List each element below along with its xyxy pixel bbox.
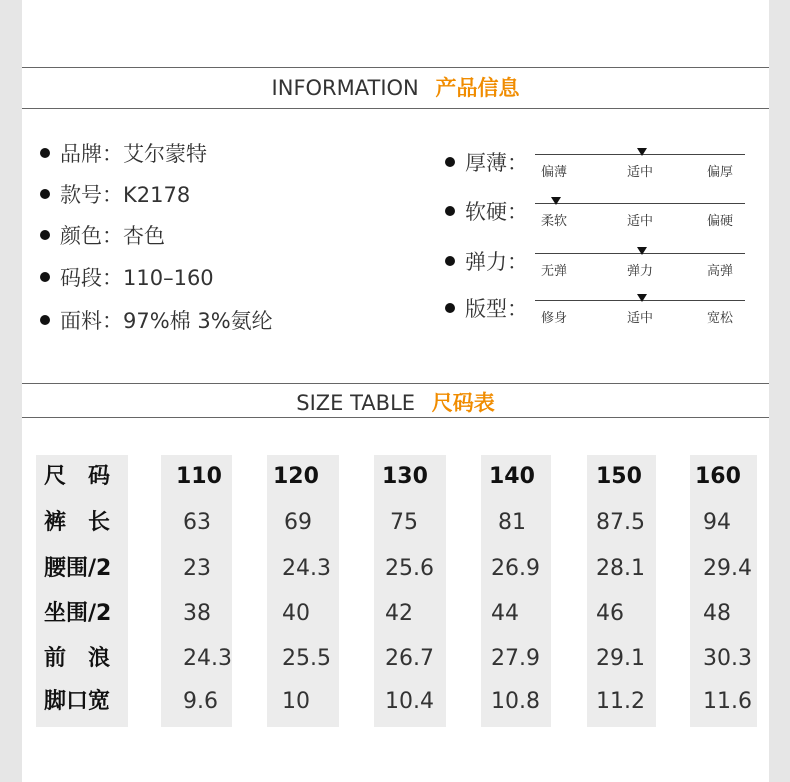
scale-tick-label: 修身 (541, 311, 568, 326)
information-title-en: INFORMATION (271, 76, 419, 100)
scale-marker-icon (637, 247, 647, 255)
scale-tick-label: 弹力 (627, 264, 654, 279)
scale-label (445, 150, 528, 176)
scale-tick-label: 高弹 (707, 264, 734, 279)
table-cell: 24.3 (282, 556, 331, 581)
table-column-bg (267, 455, 339, 727)
table-cell: 94 (703, 510, 731, 535)
scale-label-text: 厚薄： (465, 151, 528, 175)
bullet-icon (40, 315, 50, 325)
information-title (22, 75, 769, 101)
divider-size-top (22, 383, 769, 384)
scale-line (535, 203, 745, 204)
table-row-label: 坐围/2 (44, 601, 112, 626)
table-cell: 40 (282, 601, 310, 626)
table-cell: 24.3 (183, 646, 232, 671)
info-text: 面料：97%棉 3%氨纶 (60, 309, 273, 333)
table-cell: 28.1 (596, 556, 645, 581)
information-title-cn: 产品信息 (435, 76, 520, 100)
scale-label (445, 296, 528, 322)
scale-line (535, 154, 745, 155)
table-cell: 9.6 (183, 689, 218, 714)
scale-tick-label: 偏硬 (707, 214, 734, 229)
table-cell: 46 (596, 601, 624, 626)
table-row-label: 前 浪 (44, 646, 111, 671)
info-item (40, 182, 190, 208)
info-text: 码段：110–160 (60, 266, 214, 290)
table-cell: 10 (282, 689, 310, 714)
table-cell: 26.7 (385, 646, 434, 671)
bullet-icon (40, 148, 50, 158)
info-item (40, 223, 165, 249)
divider-info (22, 108, 769, 109)
info-text: 颜色：杏色 (60, 224, 165, 248)
table-column-bg (587, 455, 656, 727)
table-size-header: 110 (176, 464, 222, 489)
info-item (40, 265, 214, 291)
scale-row (445, 199, 755, 239)
table-cell: 38 (183, 601, 211, 626)
table-cell: 26.9 (491, 556, 540, 581)
table-row-label: 尺 码 (44, 464, 111, 489)
table-cell: 87.5 (596, 510, 645, 535)
divider-size (22, 417, 769, 418)
table-cell: 69 (284, 510, 312, 535)
table-cell: 63 (183, 510, 211, 535)
table-cell: 10.8 (491, 689, 540, 714)
table-cell: 11.6 (703, 689, 752, 714)
table-cell: 10.4 (385, 689, 434, 714)
scale-label-text: 版型： (465, 297, 528, 321)
scale-marker-icon (551, 197, 561, 205)
info-text: 款号：K2178 (60, 183, 191, 207)
table-column-bg (374, 455, 446, 727)
table-cell: 30.3 (703, 646, 752, 671)
bullet-icon (445, 303, 455, 313)
scale-row (445, 296, 755, 336)
table-size-header: 150 (596, 464, 642, 489)
scale-marker-icon (637, 294, 647, 302)
table-cell: 23 (183, 556, 211, 581)
scale-label (445, 199, 528, 225)
scale-tick-label: 偏薄 (541, 165, 568, 180)
size-table-title (22, 390, 769, 416)
table-cell: 29.1 (596, 646, 645, 671)
scale-tick-label: 柔软 (541, 214, 568, 229)
divider-top (22, 67, 769, 68)
scale-label-text: 弹力： (465, 250, 528, 274)
scale-row (445, 249, 755, 289)
table-row-label: 腰围/2 (44, 556, 112, 581)
table-column-bg (36, 455, 128, 727)
table-size-header: 140 (489, 464, 535, 489)
scale-tick-label: 适中 (627, 165, 654, 180)
bullet-icon (445, 206, 455, 216)
scale-marker-icon (637, 148, 647, 156)
scale-tick-label: 适中 (627, 311, 654, 326)
scale-label-text: 软硬： (465, 200, 528, 224)
table-size-header: 120 (273, 464, 319, 489)
table-size-header: 160 (695, 464, 741, 489)
table-cell: 27.9 (491, 646, 540, 671)
table-cell: 75 (390, 510, 418, 535)
scale-line (535, 300, 745, 301)
scale-tick-label: 无弹 (541, 264, 568, 279)
table-cell: 25.6 (385, 556, 434, 581)
table-cell: 44 (491, 601, 519, 626)
info-text: 品牌：艾尔蒙特 (60, 142, 207, 166)
table-column-bg (161, 455, 232, 727)
scale-row (445, 150, 755, 190)
table-cell: 11.2 (596, 689, 645, 714)
info-item (40, 308, 273, 334)
table-cell: 25.5 (282, 646, 331, 671)
bullet-icon (40, 189, 50, 199)
table-cell: 29.4 (703, 556, 752, 581)
bullet-icon (445, 256, 455, 266)
table-size-header: 130 (382, 464, 428, 489)
scale-label (445, 249, 528, 275)
scale-tick-label: 适中 (627, 214, 654, 229)
info-item (40, 141, 207, 167)
table-row-label: 裤 长 (44, 510, 111, 535)
scale-tick-label: 宽松 (707, 311, 734, 326)
bullet-icon (40, 230, 50, 240)
scale-line (535, 253, 745, 254)
table-column-bg (690, 455, 757, 727)
size-table-title-cn: 尺码表 (431, 391, 495, 415)
table-cell: 81 (498, 510, 526, 535)
table-column-bg (481, 455, 551, 727)
size-table-title-en: SIZE TABLE (296, 391, 416, 415)
table-cell: 48 (703, 601, 731, 626)
scale-tick-label: 偏厚 (707, 165, 734, 180)
table-cell: 42 (385, 601, 413, 626)
bullet-icon (40, 272, 50, 282)
table-row-label: 脚口宽 (44, 689, 111, 714)
bullet-icon (445, 157, 455, 167)
